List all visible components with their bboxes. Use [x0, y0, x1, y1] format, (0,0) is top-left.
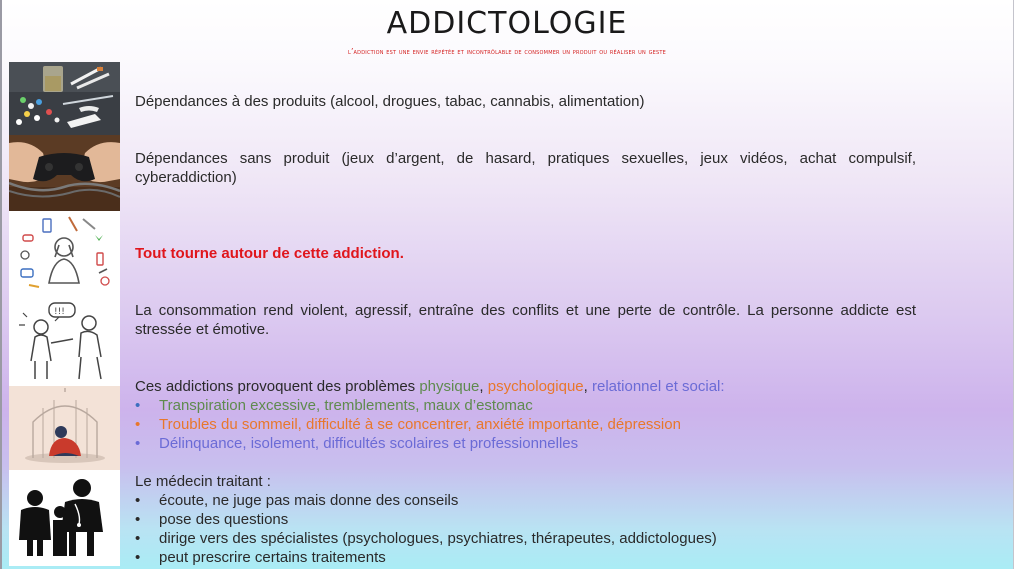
products-dependency-text: Dépendances à des produits (alcool, drogues, tabac, cannabis, alimentation): [135, 93, 645, 110]
doctor-item: • peut prescrire certains traitements: [135, 548, 916, 567]
doctor-item: • pose des questions: [135, 510, 916, 529]
violence-description: La consommation rend violent, agressif, entraîne des conflits et une perte de contrôle. La personne addicte est stressée et émotive.: [135, 302, 916, 338]
drugs-photo-icon: [9, 62, 120, 135]
doctor-section: [135, 472, 916, 567]
addiction-objects-illustration-icon: [9, 211, 120, 297]
physique-label: physique: [419, 378, 480, 395]
problems-intro-line: [135, 377, 916, 396]
doctor-item: • écoute, ne juge pas mais donne des conseils: [135, 491, 916, 510]
physical-problems-item: • Transpiration excessive, tremblements, maux d’estomac: [135, 396, 916, 415]
doctor-item: • dirige vers des spécialistes (psychologues, psychiatres, thérapeutes, addictologues): [135, 529, 916, 548]
doctor-family-icon: [9, 470, 120, 566]
separator: ,: [479, 378, 488, 395]
psychologique-label: psychologique: [487, 378, 584, 395]
behaviour-dependency-text: Dépendances sans produit (jeux d’argent, de hasard, pratiques sexuelles, jeux vidéos, achat compulsif, cyberaddiction): [135, 150, 916, 186]
problems-section: [135, 377, 916, 453]
caged-person-illustration-icon: [9, 386, 120, 470]
conflict-illustration-icon: [9, 297, 120, 386]
slide-subtitle: l’addiction est une envie répétée et incontrôlable de consommer un produit ou réaliser un geste: [347, 47, 667, 56]
psychological-problems-item: • Troubles du sommeil, difficulté à se concentrer, anxiété importante, dépression: [135, 415, 916, 434]
doctor-intro: Le médecin traitant :: [135, 473, 271, 490]
slide-left-border: [0, 0, 2, 569]
svg-text:!!!: !!!: [54, 307, 65, 317]
slide-title: ADDICTOLOGIE: [386, 6, 628, 41]
problems-intro: Ces addictions provoquent des problèmes: [135, 378, 420, 395]
relationnel-label: relationnel et social:: [591, 378, 725, 395]
social-problems-item: • Délinquance, isolement, difficultés scolaires et professionnelles: [135, 434, 916, 453]
focus-statement: Tout tourne autour de cette addiction.: [135, 245, 404, 262]
separator: ,: [583, 378, 592, 395]
game-controller-photo-icon: [9, 135, 120, 211]
